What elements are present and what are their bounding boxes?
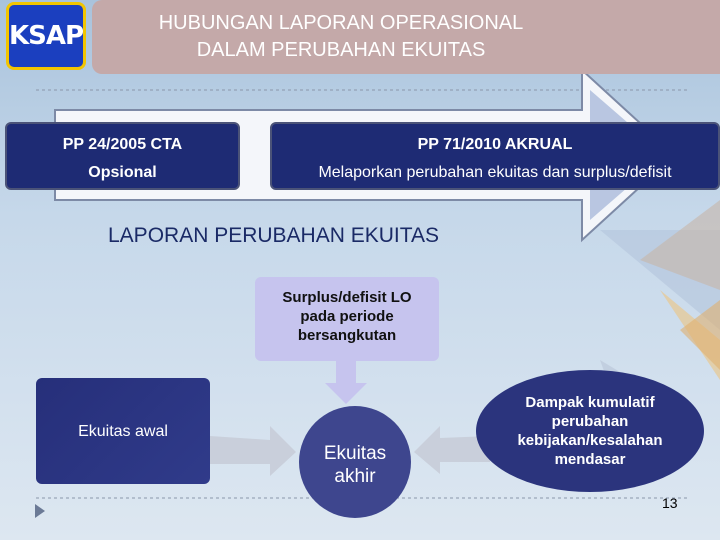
surplus-line-1: Surplus/defisit LO xyxy=(282,289,412,306)
section-heading: LAPORAN PERUBAHAN EKUITAS xyxy=(108,224,440,247)
pp2005-subtitle: Opsional xyxy=(88,164,157,181)
title-line-2: DALAM PERUBAHAN EKUITAS xyxy=(196,39,486,61)
ekuitas-awal-label: Ekuitas awal xyxy=(78,423,168,440)
pp2010-title: PP 71/2010 AKRUAL xyxy=(417,136,573,153)
dampak-kumulatif-ellipse xyxy=(476,370,704,492)
right-arrow xyxy=(210,426,296,476)
pp2005-title: PP 24/2005 CTA xyxy=(62,136,183,153)
surplus-line-2: pada periode xyxy=(300,308,394,325)
slide-title xyxy=(92,0,720,74)
down-arrow xyxy=(325,360,367,404)
surplus-defisit-box xyxy=(255,277,439,361)
dampak-line-3: kebijakan/kesalahan xyxy=(517,432,663,449)
pp2010-box xyxy=(270,122,720,190)
ekuitas-awal-box xyxy=(36,378,210,484)
dampak-line-2: perubahan xyxy=(551,413,629,430)
pp2005-box xyxy=(5,122,240,190)
dampak-line-4: mendasar xyxy=(554,451,626,468)
dampak-line-1: Dampak kumulatif xyxy=(525,394,655,411)
ekuitas-akhir-line-2: akhir xyxy=(334,466,376,487)
ekuitas-akhir-circle xyxy=(299,406,411,518)
ksap-logo: KSAP xyxy=(6,2,86,70)
surplus-line-3: bersangkutan xyxy=(297,327,397,344)
page-number: 13 xyxy=(662,495,678,511)
ekuitas-akhir-line-1: Ekuitas xyxy=(323,443,387,464)
title-line-1: HUBUNGAN LAPORAN OPERASIONAL xyxy=(158,12,524,34)
pp2010-subtitle: Melaporkan perubahan ekuitas dan surplus/defisit xyxy=(318,164,672,181)
play-nav-icon[interactable] xyxy=(34,503,46,519)
